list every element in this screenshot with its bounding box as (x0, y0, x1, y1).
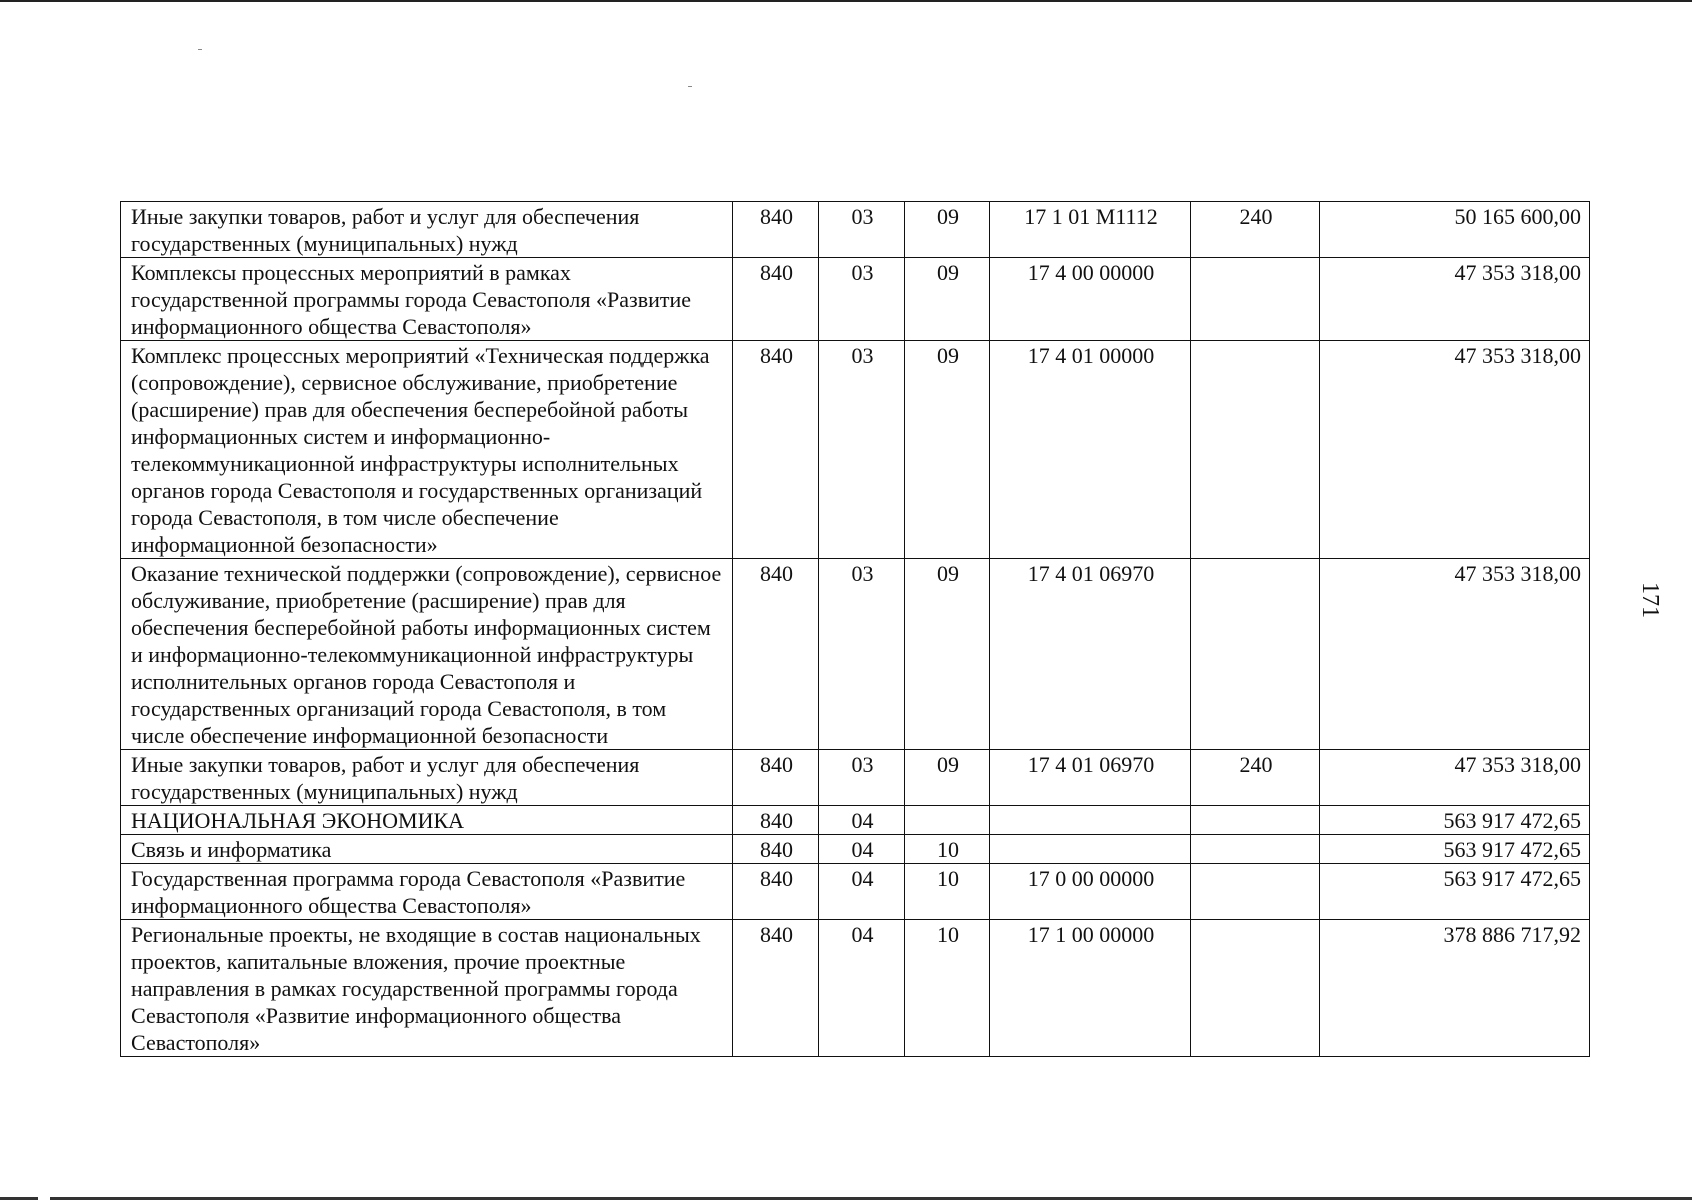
subsection-code: 09 (905, 258, 990, 341)
expense-type-code (1191, 835, 1320, 864)
expense-type-code: 240 (1191, 750, 1320, 806)
row-name: Иные закупки товаров, работ и услуг для обеспечения государственных (муниципальных) нужд (121, 750, 733, 806)
row-name: Комплексы процессных мероприятий в рамках государственной программы города Севастополя «Развитие информационного общества Севастополя» (121, 258, 733, 341)
row-name: Оказание технической поддержки (сопровождение), сервисное обслуживание, приобретение (расширение) прав для обеспечения бесперебойной работы информационных систем и информационно-телекоммуникационной инфраструктуры исполнительных органов города Севастополя и государственных организаций города Севастополя, в том числе обеспечение информационной безопасности (121, 559, 733, 750)
amount: 563 917 472,65 (1320, 864, 1590, 920)
page-number: 171 (1637, 582, 1663, 618)
amount: 47 353 318,00 (1320, 258, 1590, 341)
table-row (121, 835, 1590, 864)
expense-type-code (1191, 341, 1320, 559)
amount: 47 353 318,00 (1320, 341, 1590, 559)
target-code: 17 4 01 06970 (990, 750, 1191, 806)
table-row (121, 920, 1590, 1057)
section-code: 03 (819, 559, 905, 750)
table-row (121, 258, 1590, 341)
amount: 563 917 472,65 (1320, 835, 1590, 864)
ministry-code: 840 (733, 559, 819, 750)
expense-type-code (1191, 258, 1320, 341)
scan-speck (688, 86, 692, 87)
target-code (990, 835, 1191, 864)
ministry-code: 840 (733, 750, 819, 806)
table-row (121, 806, 1590, 835)
target-code (990, 806, 1191, 835)
section-code: 04 (819, 806, 905, 835)
subsection-code: 09 (905, 750, 990, 806)
expense-type-code (1191, 559, 1320, 750)
subsection-code: 09 (905, 202, 990, 258)
subsection-code: 10 (905, 864, 990, 920)
amount: 563 917 472,65 (1320, 806, 1590, 835)
row-name: Государственная программа города Севастополя «Развитие информационного общества Севастополя» (121, 864, 733, 920)
row-name: Региональные проекты, не входящие в состав национальных проектов, капитальные вложения, прочие проектные направления в рамках государственной программы города Севастополя «Развитие информационного общества Севастополя» (121, 920, 733, 1057)
table-row (121, 750, 1590, 806)
section-code: 04 (819, 920, 905, 1057)
amount: 378 886 717,92 (1320, 920, 1590, 1057)
expense-type-code (1191, 920, 1320, 1057)
subsection-code (905, 806, 990, 835)
section-code: 03 (819, 202, 905, 258)
section-code: 04 (819, 864, 905, 920)
ministry-code: 840 (733, 806, 819, 835)
scan-edge-top (0, 0, 1692, 2)
subsection-code: 10 (905, 835, 990, 864)
section-code: 04 (819, 835, 905, 864)
ministry-code: 840 (733, 258, 819, 341)
target-code: 17 4 01 06970 (990, 559, 1191, 750)
expense-type-code (1191, 806, 1320, 835)
ministry-code: 840 (733, 202, 819, 258)
amount: 50 165 600,00 (1320, 202, 1590, 258)
amount: 47 353 318,00 (1320, 750, 1590, 806)
expense-type-code (1191, 864, 1320, 920)
subsection-code: 09 (905, 559, 990, 750)
scan-speck (198, 49, 202, 50)
table-row (121, 864, 1590, 920)
row-name: Комплекс процессных мероприятий «Техническая поддержка (сопровождение), сервисное обслуживание, приобретение (расширение) прав для обеспечения бесперебойной работы информационных систем и информационно-телекоммуникационной инфраструктуры исполнительных органов города Севастополя и государственных организаций города Севастополя, в том числе обеспечение информационной безопасности» (121, 341, 733, 559)
section-code: 03 (819, 258, 905, 341)
target-code: 17 1 01 М1112 (990, 202, 1191, 258)
section-code: 03 (819, 750, 905, 806)
ministry-code: 840 (733, 835, 819, 864)
table-body (121, 202, 1590, 1057)
table-row (121, 341, 1590, 559)
amount: 47 353 318,00 (1320, 559, 1590, 750)
row-name: Связь и информатика (121, 835, 733, 864)
ministry-code: 840 (733, 864, 819, 920)
target-code: 17 1 00 00000 (990, 920, 1191, 1057)
subsection-code: 10 (905, 920, 990, 1057)
subsection-code: 09 (905, 341, 990, 559)
target-code: 17 4 01 00000 (990, 341, 1191, 559)
target-code: 17 4 00 00000 (990, 258, 1191, 341)
table-row (121, 202, 1590, 258)
ministry-code: 840 (733, 920, 819, 1057)
ministry-code: 840 (733, 341, 819, 559)
row-name: НАЦИОНАЛЬНАЯ ЭКОНОМИКА (121, 806, 733, 835)
table-row (121, 559, 1590, 750)
row-name: Иные закупки товаров, работ и услуг для обеспечения государственных (муниципальных) нужд (121, 202, 733, 258)
target-code: 17 0 00 00000 (990, 864, 1191, 920)
section-code: 03 (819, 341, 905, 559)
expense-type-code: 240 (1191, 202, 1320, 258)
budget-table (120, 201, 1590, 1057)
